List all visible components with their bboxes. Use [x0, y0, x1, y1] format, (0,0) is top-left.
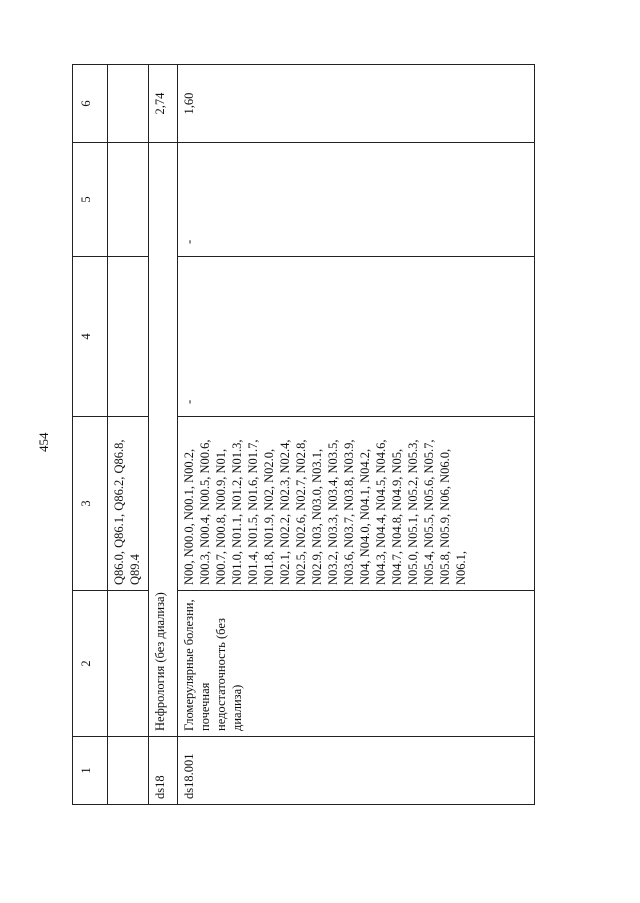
- name-cell: Гломерулярные болезни, почечная недостаточность (без диализа): [178, 591, 535, 737]
- header-cell-2: 2: [73, 591, 108, 737]
- header-cell-3: 3: [73, 417, 108, 591]
- coef-cell: 2,74: [149, 65, 178, 143]
- coef-cell: [108, 65, 149, 143]
- table-row: [108, 65, 149, 805]
- header-row: [73, 65, 108, 805]
- tariff-table: [72, 64, 535, 805]
- name-cell: [108, 591, 149, 737]
- icd-codes-cell: Q86.0, Q86.1, Q86.2, Q86.8, Q89.4: [108, 417, 149, 591]
- table-row: [149, 65, 178, 805]
- page-number: 454: [36, 432, 51, 452]
- code-cell: ds18.001: [178, 737, 535, 805]
- rotated-table-container: [72, 65, 552, 805]
- section-title-cell: Нефрология (без диализа): [149, 143, 178, 737]
- header-cell-5: 5: [73, 143, 108, 257]
- header-cell-4: 4: [73, 257, 108, 417]
- col5-cell: -: [178, 143, 535, 257]
- col4-cell: [108, 257, 149, 417]
- icd-codes-cell: N00, N00.0, N00.1, N00.2, N00.3, N00.4, N00.5, N00.6, N00.7, N00.8, N00.9, N01, N01.0, N01.1, N01.2, N01.3, N01.4, N01.5, N01.6, N01.7, N01.8, N01.9, N02, N02.0, N02.1, N02.2, N02.3, N02.4, N02.5, N02.6, N02.7, N02.8, N02.9, N03, N03.0, N03.1, N03.2, N03.3, N03.4, N03.5, N03.6, N03.7, N03.8, N03.9, N04, N04.0, N04.1, N04.2, N04.3, N04.4, N04.5, N04.6, N04.7, N04.8, N04.9, N05, N05.0, N05.1, N05.2, N05.3, N05.4, N05.5, N05.6, N05.7, N05.8, N05.9, N06, N06.0, N06.1,: [178, 417, 535, 591]
- header-cell-1: 1: [73, 737, 108, 805]
- header-cell-6: 6: [73, 65, 108, 143]
- coef-cell: 1,60: [178, 65, 535, 143]
- col5-cell: [108, 143, 149, 257]
- table-row: [178, 65, 535, 805]
- code-cell: [108, 737, 149, 805]
- col4-cell: -: [178, 257, 535, 417]
- code-cell: ds18: [149, 737, 178, 805]
